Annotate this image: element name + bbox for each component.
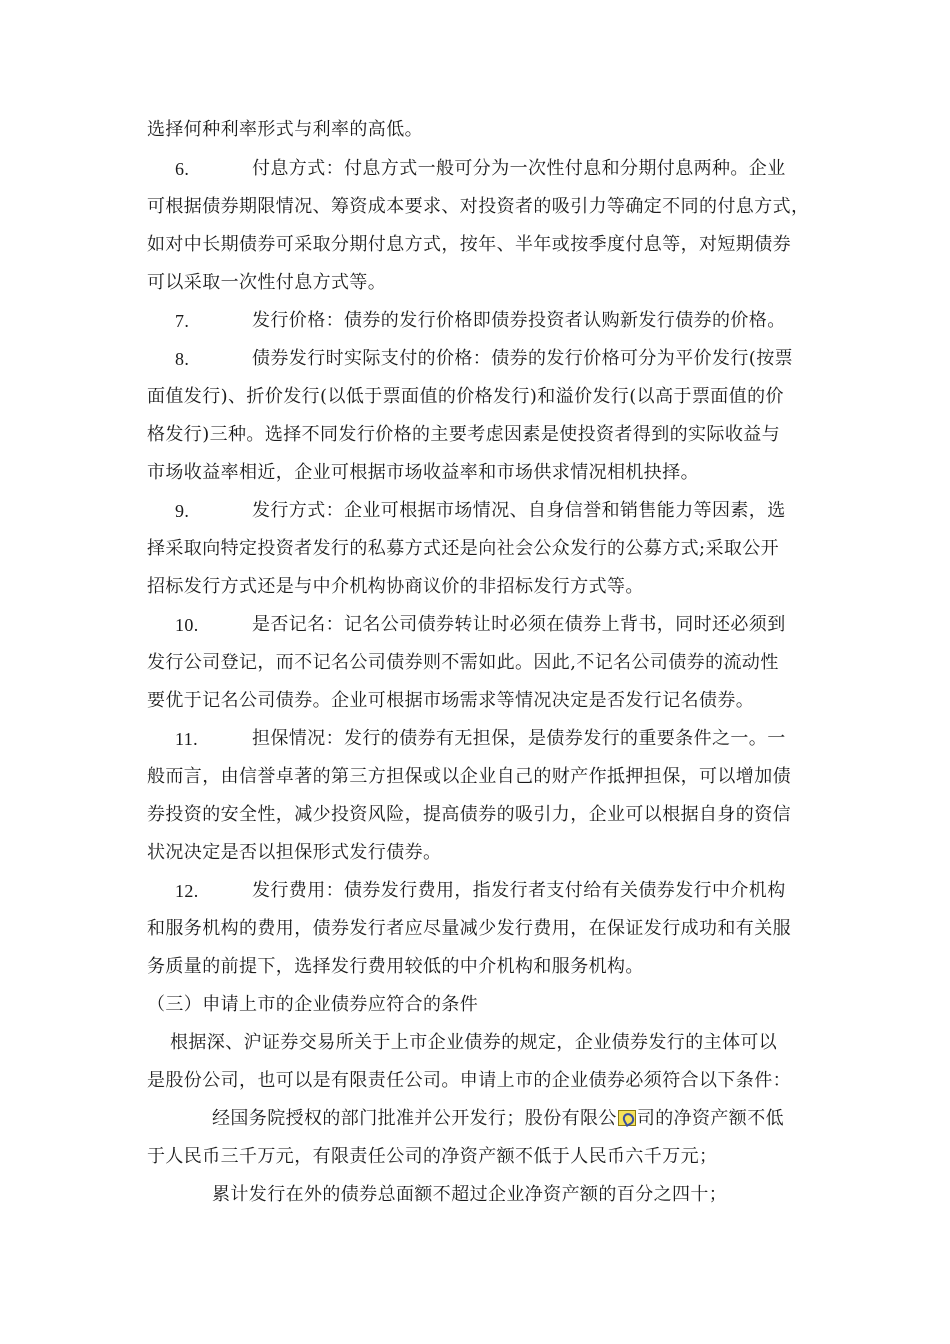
- item-number: 6.: [175, 159, 190, 179]
- text-line: 务质量的前提下，选择发行费用较低的中介机构和服务机构。: [147, 956, 644, 977]
- text-line: 如对中长期债券可采取分期付息方式，按年、半年或按季度付息等，对短期债券: [147, 234, 791, 255]
- text-line: 择采取向特定投资者发行的私募方式还是向社会公众发行的公募方式;采取公开: [147, 538, 780, 559]
- text-line: 于人民币三千万元，有限责任公司的净资产额不低于人民币六千万元；: [147, 1146, 718, 1167]
- item-text: 是否记名：记名公司债券转让时必须在债券上背书，同时还必须到: [252, 614, 786, 635]
- item-text: 发行方式：企业可根据市场情况、自身信誉和销售能力等因素，选: [252, 500, 786, 521]
- item-number: 8.: [175, 349, 190, 369]
- text-line: 根据深、沪证券交易所关于上市企业债券的规定，企业债券发行的主体可以: [170, 1032, 778, 1053]
- text-line: [212, 1108, 784, 1130]
- item-text: 债券发行时实际支付的价格：债券的发行价格可分为平价发行(按票: [252, 348, 794, 369]
- item-number: 9.: [175, 501, 190, 521]
- item-text: 发行价格：债券的发行价格即债券投资者认购新发行债券的价格。: [252, 310, 786, 331]
- text-line: 可根据债券期限情况、筹资成本要求、对投资者的吸引力等确定不同的付息方式，: [147, 196, 810, 217]
- item-text: 发行费用：债券发行费用，指发行者支付给有关债券发行中介机构: [252, 880, 786, 901]
- item-number: 11.: [175, 729, 199, 749]
- text-line: 格发行)三种。选择不同发行价格的主要考虑因素是使投资者得到的实际收益与: [147, 424, 781, 445]
- text-line: 选择何种利率形式与利率的高低。: [147, 119, 423, 140]
- text-line: 和服务机构的费用，债券发行者应尽量减少发行费用，在保证发行成功和有关服: [147, 918, 791, 939]
- text-line: 发行公司登记，而不记名公司债券则不需如此。因此,不记名公司债券的流动性: [147, 652, 779, 673]
- text-line: 般而言，由信誉卓著的第三方担保或以企业自己的财产作抵押担保，可以增加债: [147, 766, 791, 787]
- text-line: 累计发行在外的债券总面额不超过企业净资产额的百分之四十；: [212, 1184, 728, 1205]
- line-part: 经国务院授权的部门批准并公开发行；股份有限公: [212, 1108, 617, 1129]
- text-line: 券投资的安全性，减少投资风险，提高债券的吸引力，企业可以根据自身的资信: [147, 804, 791, 825]
- text-line: 市场收益率相近，企业可根据市场收益率和市场供求情况相机抉择。: [147, 462, 699, 483]
- text-line: 要优于记名公司债券。企业可根据市场需求等情况决定是否发行记名债券。: [147, 690, 755, 711]
- text-line: 状况决定是否以担保形式发行债券。: [147, 842, 442, 863]
- text-line: 招标发行方式还是与中介机构协商议价的非招标发行方式等。: [147, 576, 644, 597]
- item-number: 7.: [175, 311, 190, 331]
- form-field-icon[interactable]: [618, 1110, 636, 1126]
- item-number: 10.: [175, 615, 199, 635]
- line-part: 司的净资产额不低: [636, 1108, 785, 1129]
- item-number: 12.: [175, 881, 199, 901]
- text-line: 面值发行)、折价发行(以低于票面值的价格发行)和溢价发行(以高于票面值的价: [147, 386, 784, 407]
- section-heading: （三）申请上市的企业债券应符合的条件: [147, 994, 479, 1015]
- item-text: 付息方式：付息方式一般可分为一次性付息和分期付息两种。企业: [252, 158, 786, 179]
- text-line: 是股份公司，也可以是有限责任公司。申请上市的企业债券必须符合以下条件：: [147, 1070, 791, 1091]
- text-line: 可以采取一次性付息方式等。: [147, 272, 387, 293]
- item-text: 担保情况：发行的债券有无担保，是债券发行的重要条件之一。一: [252, 728, 786, 749]
